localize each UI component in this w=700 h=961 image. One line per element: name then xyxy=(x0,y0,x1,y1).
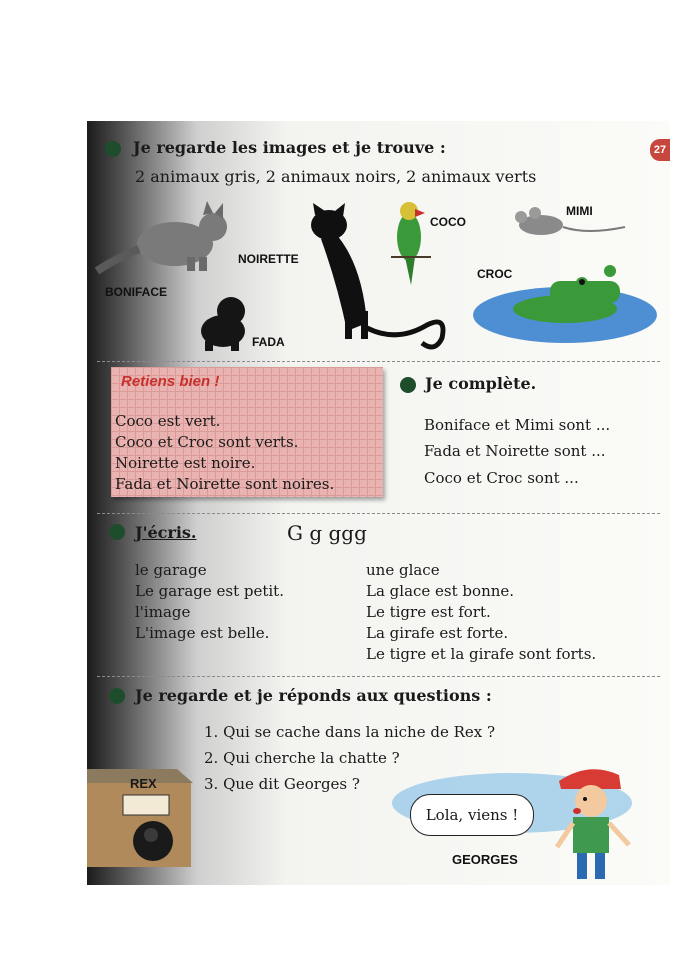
complete-line-3: Coco et Croc sont ... xyxy=(424,469,579,487)
je-complete-heading: Je complète. xyxy=(425,374,537,393)
page-number: 27 xyxy=(650,139,670,161)
boy-georges-icon xyxy=(549,761,639,881)
label-coco: COCO xyxy=(430,215,466,229)
label-croc: CROC xyxy=(477,267,513,281)
retiens-line-1: Coco est vert. xyxy=(115,412,221,430)
questions-heading: Je regarde et je réponds aux questions : xyxy=(135,686,492,705)
ecris-left-4: L'image est belle. xyxy=(135,624,270,642)
ecris-right-5: Le tigre et la girafe sont forts. xyxy=(366,645,597,663)
section1-heading: Je regarde les images et je trouve : xyxy=(133,138,446,157)
section-bullet-icon xyxy=(109,524,125,540)
ecris-right-4: La girafe est forte. xyxy=(366,624,509,642)
ecris-right-3: Le tigre est fort. xyxy=(366,603,491,621)
textbook-page xyxy=(87,121,670,885)
retiens-line-2: Coco et Croc sont verts. xyxy=(115,433,299,451)
section-bullet-icon xyxy=(400,377,416,393)
divider xyxy=(97,513,660,514)
question-1: 1. Qui se cache dans la niche de Rex ? xyxy=(204,723,496,741)
retiens-bien-title: Retiens bien ! xyxy=(121,373,220,390)
question-3: 3. Que dit Georges ? xyxy=(204,775,360,793)
green-parrot-coco-icon xyxy=(387,195,437,287)
j-ecris-heading: J'écris. xyxy=(135,523,197,542)
section-bullet-icon xyxy=(109,688,125,704)
black-dog-fada-icon xyxy=(197,291,257,353)
label-georges: GEORGES xyxy=(452,852,518,867)
ecris-left-2: Le garage est petit. xyxy=(135,582,284,600)
speech-bubble: Lola, viens ! xyxy=(410,794,534,836)
divider xyxy=(97,361,660,362)
ecris-right-2: La glace est bonne. xyxy=(366,582,515,600)
label-boniface: BONIFACE xyxy=(105,285,168,299)
section-bullet-icon xyxy=(105,141,121,157)
label-fada: FADA xyxy=(252,335,285,349)
complete-line-1: Boniface et Mimi sont ... xyxy=(424,416,611,434)
label-noirette: NOIRETTE xyxy=(238,252,299,266)
section1-subheading: 2 animaux gris, 2 animaux noirs, 2 animaux verts xyxy=(135,167,537,186)
label-mimi: MIMI xyxy=(566,204,593,218)
question-2: 2. Qui cherche la chatte ? xyxy=(204,749,400,767)
retiens-line-3: Noirette est noire. xyxy=(115,454,256,472)
grey-cat-boniface-icon xyxy=(95,199,235,279)
ecris-left-3: l'image xyxy=(135,603,191,621)
dog-kennel-icon xyxy=(87,749,195,869)
divider xyxy=(97,676,660,677)
complete-line-2: Fada et Noirette sont ... xyxy=(424,442,606,460)
rex-sign: REX xyxy=(130,776,157,791)
retiens-line-4: Fada et Noirette sont noires. xyxy=(115,475,335,493)
ecris-left-1: le garage xyxy=(135,561,207,579)
letters-g: G g ggg xyxy=(287,521,367,545)
ecris-right-1: une glace xyxy=(366,561,440,579)
crocodile-croc-icon xyxy=(470,263,660,345)
